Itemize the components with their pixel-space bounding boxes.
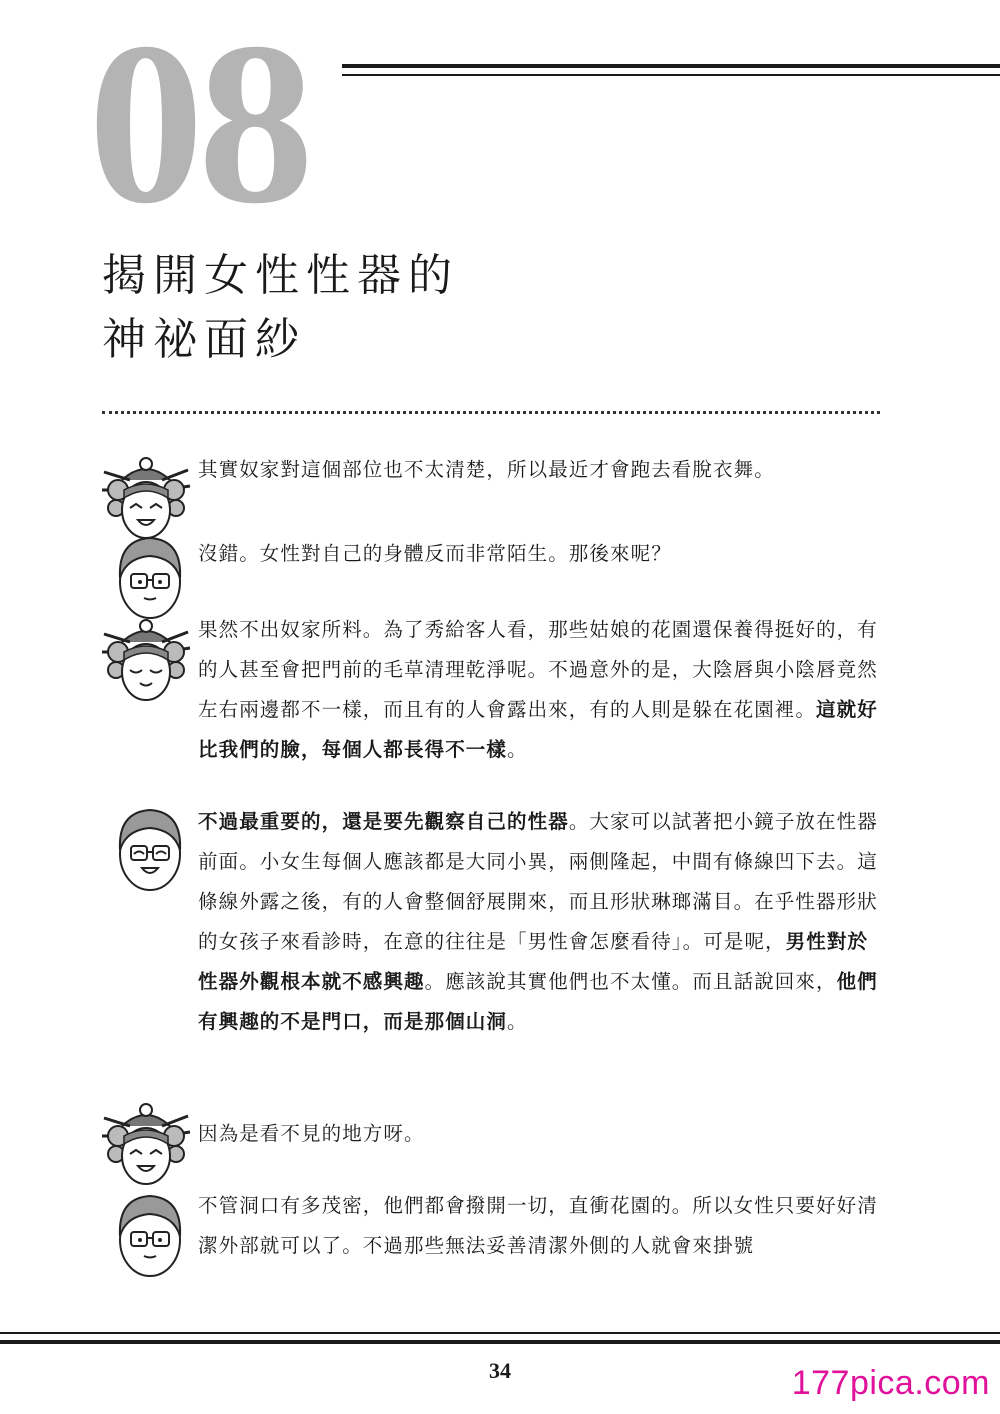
dialogue-text: [198, 450, 888, 490]
dialogue-text: [198, 1186, 888, 1266]
header-rule: [342, 64, 1000, 76]
body-text: 果然不出奴家所料。為了秀給客人看，那些姑娘的花園還保養得挺好的，有的人甚至會把門前的毛草清理乾淨呢。不過意外的是，大陰唇與小陰唇竟然左右兩邊都不一樣，而且有的人會露出來，有的人則是躲在花園裡。: [198, 618, 878, 721]
chapter-title: [102, 244, 459, 372]
footer-rule: [0, 1332, 1000, 1344]
body-text: 其實奴家對這個部位也不太清楚，所以最近才會跑去看脫衣舞。: [198, 458, 775, 481]
body-text: 。: [507, 738, 528, 761]
emphasis-text: 男性對於性器外觀根本就不感興趣: [198, 930, 869, 993]
dialogue-text: [198, 534, 888, 574]
body-text: 。大家可以試著把小鏡子放在性器前面。小女生每個人應該都是大同小異，兩側隆起，中間有條線凹下去。這條線外露之後，有的人會整個舒展開來，而且形狀琳瑯滿目。在乎性器形狀的女孩子來看診時，在意的往往是「男性會怎麼看待」。可是呢，: [198, 810, 878, 953]
courtesan-avatar-icon: [100, 612, 192, 708]
body-text: 沒錯。女性對自己的身體反而非常陌生。那後來呢？: [198, 542, 672, 565]
body-text: 不管洞口有多茂密，他們都會撥開一切，直衝花園的。所以女性只要好好清潔外部就可以了。不過那些無法妥善清潔外側的人就會來掛號: [198, 1194, 878, 1257]
dialogue-text: [198, 802, 888, 1042]
body-text: 因為是看不見的地方呀。: [198, 1122, 425, 1145]
dialogue-text: [198, 610, 888, 770]
doctor-avatar-icon: [104, 1188, 196, 1284]
title-divider: [102, 411, 880, 414]
emphasis-text: 他們有興趣的不是門口，而是那個山洞: [198, 970, 878, 1033]
doctor-avatar-icon: [104, 802, 196, 898]
chapter-title-line-2: 神祕面紗: [102, 314, 306, 365]
body-text: 。應該說其實他們也不太懂。而且話說回來，: [424, 970, 837, 993]
emphasis-text: 不過最重要的，還是要先觀察自己的性器: [198, 810, 569, 833]
courtesan-avatar-icon: [100, 1096, 192, 1192]
emphasis-text: 這就好比我們的臉，每個人都長得不一樣: [198, 698, 878, 761]
watermark: 177pica.com: [791, 1364, 990, 1402]
dialogue-text: [198, 1114, 888, 1154]
body-text: 。: [507, 1010, 528, 1033]
page-number: 34: [489, 1358, 511, 1383]
chapter-title-line-1: 揭開女性性器的: [102, 250, 459, 301]
chapter-number: 08: [88, 0, 308, 252]
